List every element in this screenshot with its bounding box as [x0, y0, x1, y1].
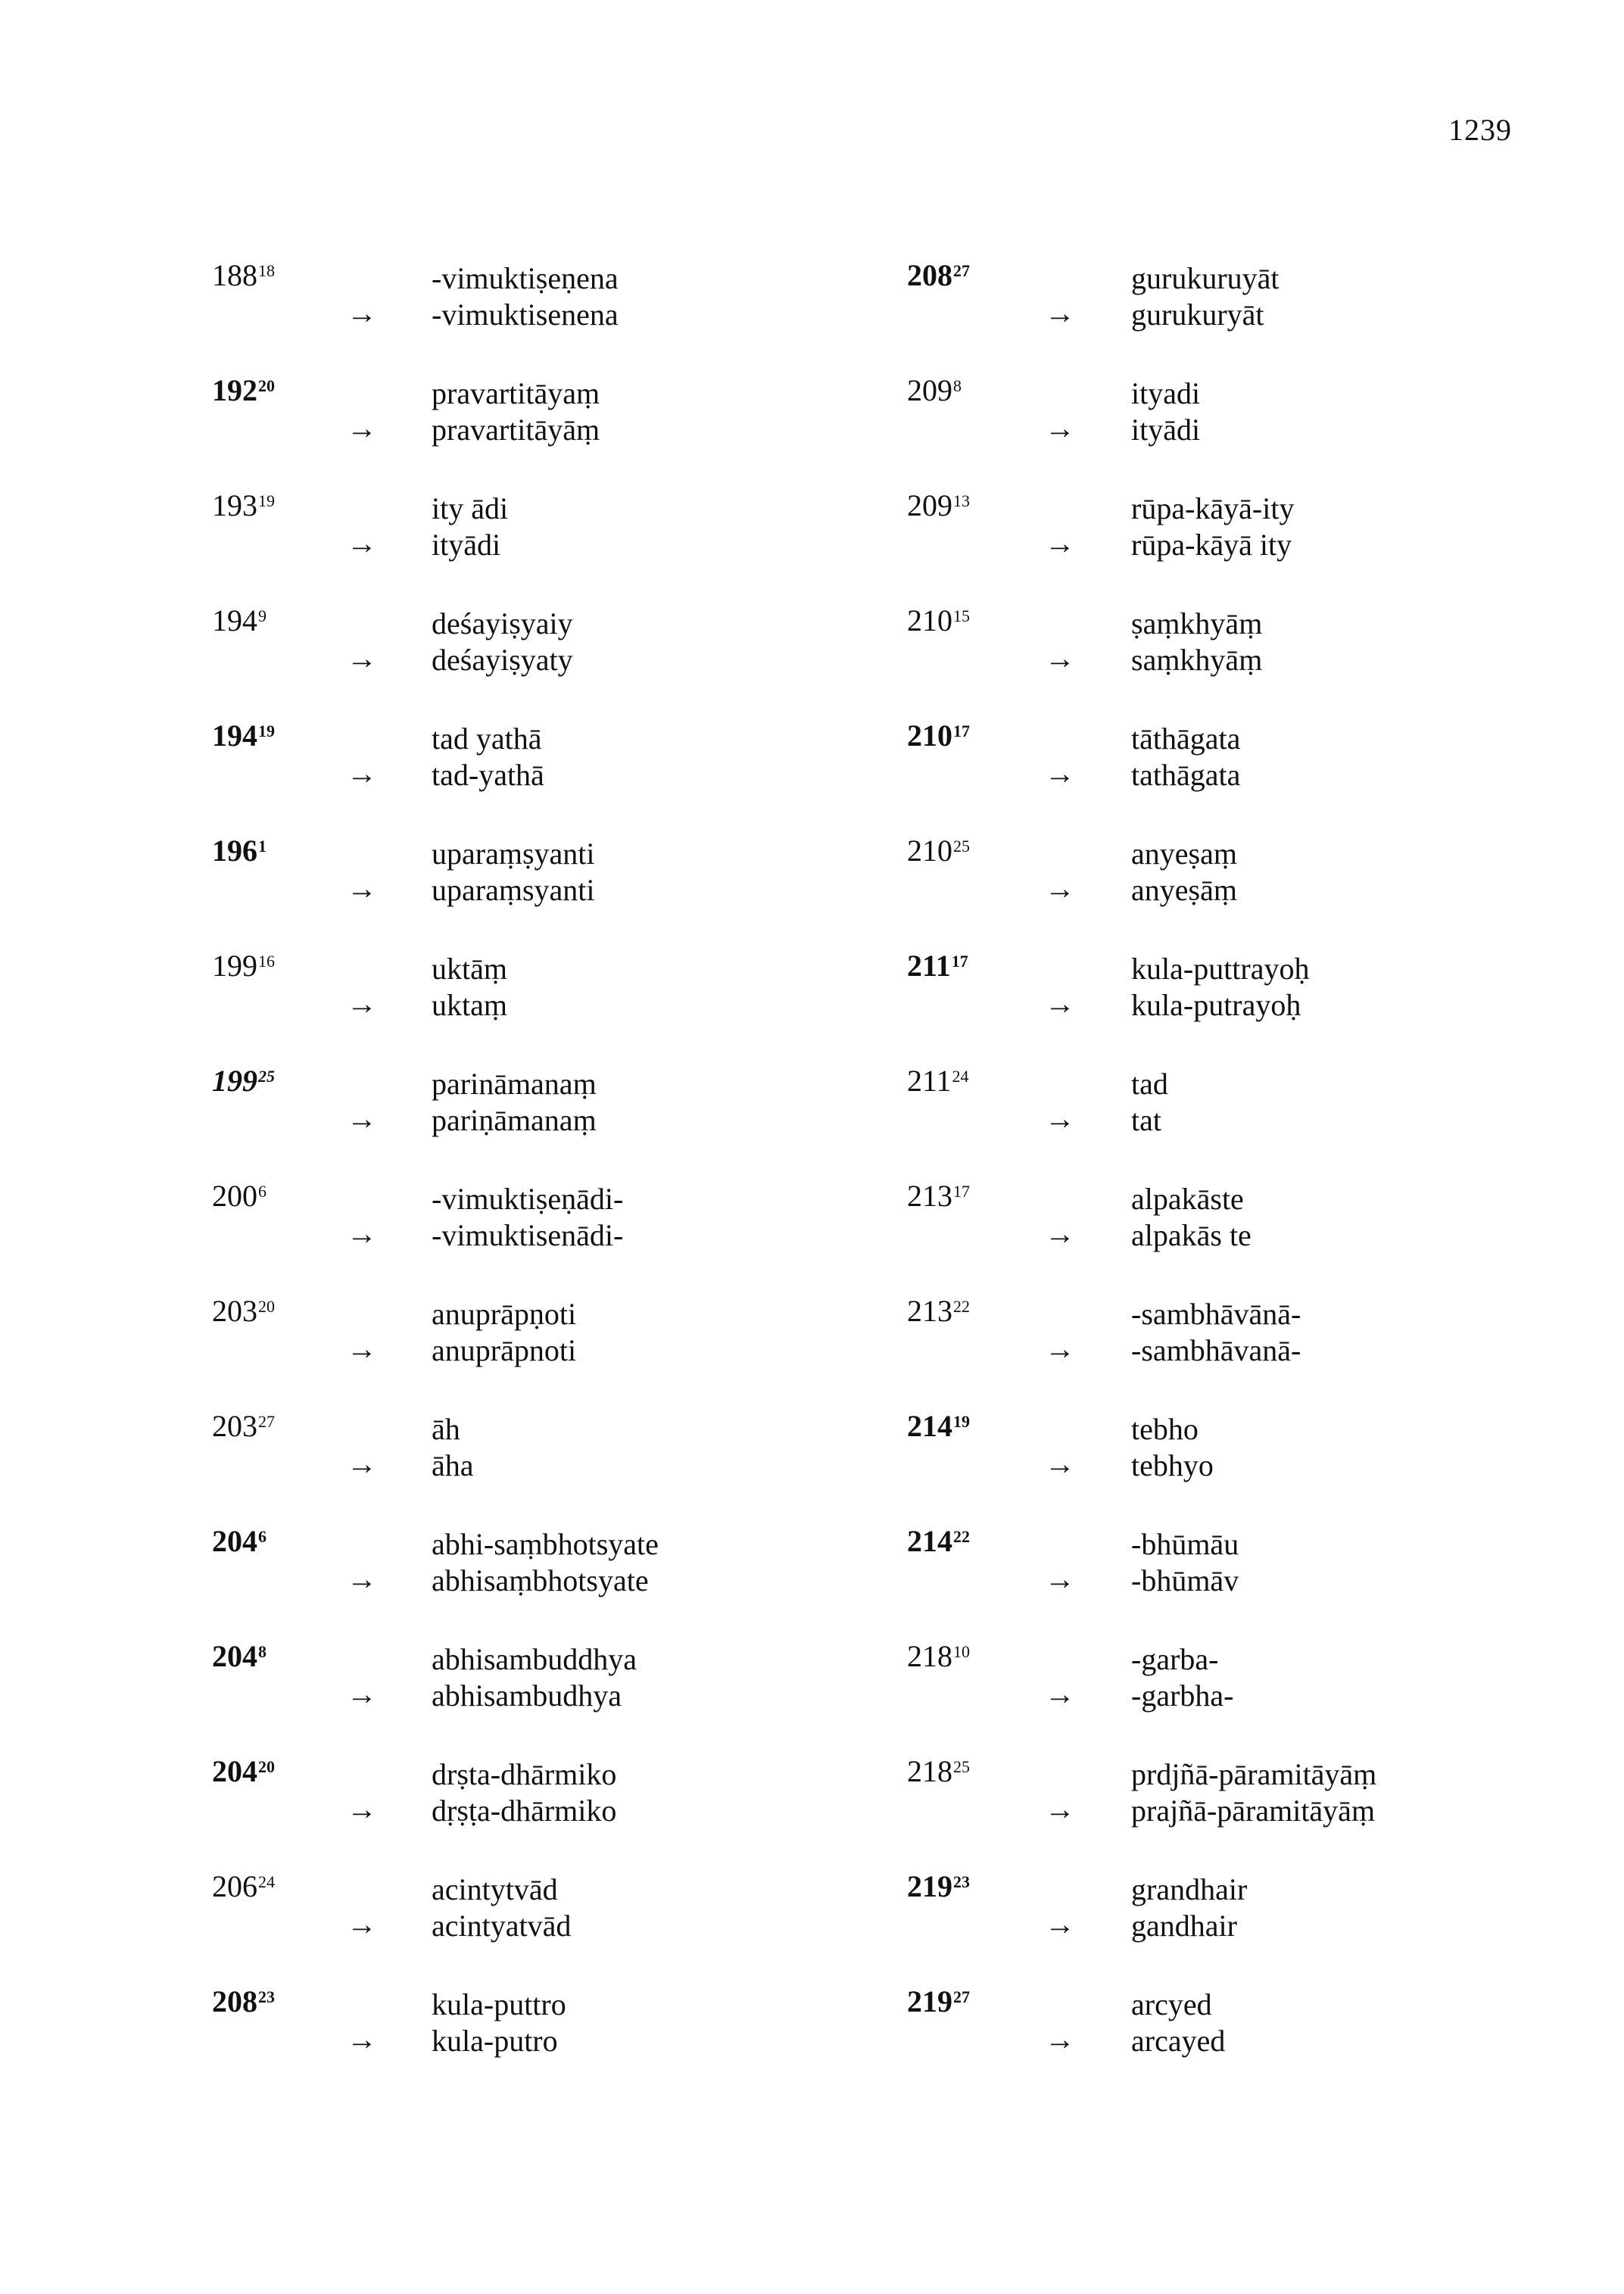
- page-reference: 193: [212, 488, 257, 522]
- original-reading: acintytvād: [432, 1872, 558, 1906]
- page-reference: 204: [212, 1524, 257, 1558]
- corrected-reading: ityādi: [1131, 413, 1201, 447]
- original-reading: uparaṃṣyanti: [432, 837, 595, 871]
- page-reference: 199: [212, 1064, 257, 1098]
- corrected-reading: -bhūmāv: [1131, 1563, 1239, 1597]
- page-reference: 219: [907, 1984, 952, 2018]
- corrected-reading: -garbha-: [1131, 1678, 1234, 1713]
- page-reference: 213: [907, 1179, 952, 1213]
- entry-reference: [907, 1638, 970, 1675]
- correction-entry: [212, 1063, 878, 1178]
- line-reference: 17: [953, 722, 970, 740]
- correction-entry: [907, 1063, 1573, 1178]
- corrected-reading: alpakās te: [1131, 1218, 1252, 1252]
- arrow-icon: →: [347, 1792, 377, 1826]
- original-reading: tāthāgata: [1131, 722, 1241, 756]
- arrow-icon: →: [1045, 2022, 1075, 2056]
- page-reference: 211: [907, 949, 951, 983]
- line-reference: 25: [953, 1757, 970, 1776]
- arrow-icon: →: [347, 641, 377, 675]
- arrow-icon: →: [1045, 1447, 1075, 1481]
- corrected-reading: pariṇāmanaṃ: [432, 1103, 597, 1137]
- arrow-icon: →: [347, 1677, 377, 1711]
- original-reading: kula-puttrayoḥ: [1131, 952, 1310, 986]
- correction-entry: [212, 372, 878, 488]
- entry-reference: [907, 948, 968, 984]
- entry-reference: [212, 1869, 275, 1905]
- correction-entry: [212, 1984, 878, 2099]
- correction-entry: [907, 1408, 1573, 1523]
- page-reference: 218: [907, 1754, 952, 1788]
- line-reference: 17: [951, 952, 968, 971]
- page-reference: 188: [212, 258, 257, 292]
- arrow-icon: →: [1045, 871, 1075, 905]
- entry-reference: [212, 1293, 275, 1329]
- original-reading: āh: [432, 1412, 460, 1446]
- entry-reference: [907, 1293, 970, 1329]
- corrected-reading: gandhair: [1131, 1909, 1237, 1943]
- correction-entry: [907, 833, 1573, 948]
- page-reference: 208: [212, 1984, 257, 2018]
- line-reference: 6: [258, 1527, 267, 1546]
- right-column: [907, 257, 1573, 2099]
- arrow-icon: →: [347, 1562, 377, 1596]
- original-reading: drṣta-dhārmiko: [432, 1757, 617, 1791]
- correction-entry: [907, 1178, 1573, 1293]
- original-reading: ityadi: [1131, 376, 1201, 410]
- line-reference: 19: [258, 491, 275, 510]
- line-reference: 6: [258, 1182, 267, 1201]
- corrected-reading: rūpa-kāyā ity: [1131, 528, 1292, 562]
- corrected-reading: -vimuktisenena: [432, 298, 619, 332]
- entry-reference: [907, 1063, 969, 1099]
- corrected-reading: tathāgata: [1131, 758, 1241, 792]
- correction-entry: [212, 718, 878, 833]
- entry-reference: [212, 948, 275, 984]
- original-reading: pravartitāyaṃ: [432, 376, 600, 410]
- line-reference: 13: [953, 491, 970, 510]
- line-reference: 18: [258, 261, 275, 280]
- correction-entry: [907, 488, 1573, 603]
- line-reference: 23: [953, 1872, 970, 1891]
- entry-reference: [907, 1408, 970, 1445]
- correction-entry: [212, 257, 878, 372]
- correction-entry: [212, 1753, 878, 1869]
- entry-reference: [212, 603, 267, 639]
- page-reference: 192: [212, 373, 257, 407]
- line-reference: 19: [258, 722, 275, 740]
- arrow-icon: →: [1045, 986, 1075, 1021]
- page-number: 1239: [1448, 113, 1512, 147]
- correction-entry: [212, 1178, 878, 1293]
- original-reading: -bhūmāu: [1131, 1527, 1239, 1561]
- line-reference: 1: [258, 837, 267, 856]
- entry-reference: [212, 1753, 275, 1790]
- page-reference: 206: [212, 1869, 257, 1903]
- correction-entry: [212, 1408, 878, 1523]
- entry-reference: [212, 1523, 267, 1560]
- arrow-icon: →: [347, 2022, 377, 2056]
- entry-reference: [907, 603, 970, 639]
- original-reading: tad yathā: [432, 722, 542, 756]
- original-reading: -vimuktiṣeṇādi-: [432, 1182, 624, 1216]
- correction-entry: [907, 372, 1573, 488]
- line-reference: 25: [953, 837, 970, 856]
- entry-reference: [907, 257, 970, 294]
- entry-reference: [212, 833, 267, 869]
- arrow-icon: →: [347, 1907, 377, 1941]
- correction-entry: [212, 1638, 878, 1753]
- page-reference: 200: [212, 1179, 257, 1213]
- line-reference: 17: [953, 1182, 970, 1201]
- arrow-icon: →: [1045, 1102, 1075, 1136]
- arrow-icon: →: [1045, 1217, 1075, 1251]
- page-reference: 218: [907, 1639, 952, 1673]
- line-reference: 20: [258, 1297, 275, 1316]
- correction-entry: [212, 1293, 878, 1408]
- correction-entry: [907, 948, 1573, 1063]
- page-reference: 214: [907, 1524, 952, 1558]
- line-reference: 22: [953, 1527, 970, 1546]
- page-reference: 208: [907, 258, 952, 292]
- line-reference: 8: [953, 376, 962, 395]
- corrected-reading: anuprāpnoti: [432, 1333, 577, 1367]
- correction-entry: [907, 1523, 1573, 1638]
- line-reference: 22: [953, 1297, 970, 1316]
- entry-reference: [212, 1178, 267, 1214]
- page-reference: 210: [907, 603, 952, 637]
- original-reading: anuprāpṇoti: [432, 1297, 577, 1331]
- corrected-reading: prajñā-pāramitāyāṃ: [1131, 1794, 1376, 1828]
- entry-reference: [907, 1869, 970, 1905]
- correction-entry: [907, 1984, 1573, 2099]
- entry-reference: [907, 833, 970, 869]
- corrected-reading: deśayiṣyaty: [432, 643, 573, 677]
- corrected-reading: uparaṃsyanti: [432, 873, 595, 907]
- corrected-reading: kula-putro: [432, 2024, 558, 2058]
- line-reference: 10: [953, 1642, 970, 1661]
- corrected-reading: tad-yathā: [432, 758, 544, 792]
- page-reference: 210: [907, 718, 952, 753]
- page-reference: 213: [907, 1294, 952, 1328]
- arrow-icon: →: [1045, 1332, 1075, 1366]
- page-reference: 196: [212, 834, 257, 868]
- line-reference: 25: [258, 1067, 275, 1086]
- original-reading: tebho: [1131, 1412, 1199, 1446]
- entry-reference: [212, 1984, 275, 2020]
- entry-reference: [907, 718, 970, 754]
- arrow-icon: →: [1045, 1792, 1075, 1826]
- original-reading: -vimuktiṣeṇena: [432, 261, 619, 295]
- original-reading: -garba-: [1131, 1642, 1219, 1676]
- corrected-reading: kula-putrayoḥ: [1131, 988, 1301, 1022]
- line-reference: 23: [258, 1987, 275, 2006]
- corrected-reading: gurukuryāt: [1131, 298, 1264, 332]
- page-reference: 204: [212, 1754, 257, 1788]
- correction-entry: [212, 603, 878, 718]
- arrow-icon: →: [347, 1102, 377, 1136]
- page-reference: 194: [212, 603, 257, 637]
- line-reference: 24: [952, 1067, 969, 1086]
- arrow-icon: →: [347, 756, 377, 790]
- page-reference: 219: [907, 1869, 952, 1903]
- original-reading: uktāṃ: [432, 952, 507, 986]
- entry-reference: [907, 488, 970, 524]
- correction-entry: [907, 1638, 1573, 1753]
- line-reference: 24: [258, 1872, 275, 1891]
- corrected-reading: abhisaṃbhotsyate: [432, 1563, 649, 1597]
- entry-reference: [907, 372, 962, 409]
- original-reading: parināmanaṃ: [432, 1067, 597, 1101]
- arrow-icon: →: [1045, 1907, 1075, 1941]
- page-reference: 210: [907, 834, 952, 868]
- line-reference: 9: [258, 606, 267, 625]
- arrow-icon: →: [1045, 1562, 1075, 1596]
- corrected-reading: saṃkhyāṃ: [1131, 643, 1263, 677]
- original-reading: kula-puttro: [432, 1987, 566, 2021]
- line-reference: 16: [258, 952, 275, 971]
- line-reference: 27: [953, 261, 970, 280]
- correction-entry: [907, 1869, 1573, 1984]
- original-reading: arcyed: [1131, 1987, 1212, 2021]
- original-reading: -sambhāvānā-: [1131, 1297, 1301, 1331]
- corrected-reading: dṛṣṭa-dhārmiko: [432, 1794, 617, 1828]
- arrow-icon: →: [1045, 641, 1075, 675]
- page-reference: 203: [212, 1294, 257, 1328]
- page-reference: 211: [907, 1064, 952, 1098]
- entry-reference: [212, 1638, 267, 1675]
- line-reference: 19: [953, 1412, 970, 1431]
- entry-reference: [212, 257, 275, 294]
- corrected-reading: arcayed: [1131, 2024, 1226, 2058]
- correction-entry: [907, 1293, 1573, 1408]
- arrow-icon: →: [347, 411, 377, 445]
- entry-reference: [212, 1408, 275, 1445]
- arrow-icon: →: [347, 526, 377, 560]
- correction-entry: [907, 718, 1573, 833]
- original-reading: alpakāste: [1131, 1182, 1244, 1216]
- arrow-icon: →: [1045, 756, 1075, 790]
- line-reference: 15: [953, 606, 970, 625]
- correction-entry: [212, 833, 878, 948]
- original-reading: abhisambuddhya: [432, 1642, 637, 1676]
- arrow-icon: →: [347, 1332, 377, 1366]
- arrow-icon: →: [347, 871, 377, 905]
- original-reading: tad: [1131, 1067, 1168, 1101]
- original-reading: anyeṣaṃ: [1131, 837, 1237, 871]
- corrected-reading: ityādi: [432, 528, 501, 562]
- entry-reference: [212, 488, 275, 524]
- corrected-reading: pravartitāyāṃ: [432, 413, 600, 447]
- corrected-reading: tebhyo: [1131, 1448, 1214, 1482]
- correction-entry: [212, 948, 878, 1063]
- original-reading: rūpa-kāyā-ity: [1131, 491, 1295, 525]
- arrow-icon: →: [1045, 296, 1075, 330]
- line-reference: 20: [258, 376, 275, 395]
- page-reference: 209: [907, 488, 952, 522]
- corrected-reading: tat: [1131, 1103, 1161, 1137]
- page-reference: 209: [907, 373, 952, 407]
- page-reference: 204: [212, 1639, 257, 1673]
- original-reading: ity ādi: [432, 491, 509, 525]
- arrow-icon: →: [1045, 1677, 1075, 1711]
- page-reference: 194: [212, 718, 257, 753]
- entry-reference: [212, 1063, 275, 1099]
- arrow-icon: →: [347, 1447, 377, 1481]
- corrected-reading: acintyatvād: [432, 1909, 572, 1943]
- original-reading: grandhair: [1131, 1872, 1248, 1906]
- corrected-reading: anyeṣāṃ: [1131, 873, 1237, 907]
- line-reference: 20: [258, 1757, 275, 1776]
- correction-entry: [907, 257, 1573, 372]
- original-reading: abhi-saṃbhotsyate: [432, 1527, 659, 1561]
- corrected-reading: abhisambudhya: [432, 1678, 622, 1713]
- page-reference: 214: [907, 1409, 952, 1443]
- entry-reference: [212, 718, 275, 754]
- page-reference: 199: [212, 949, 257, 983]
- correction-entry: [907, 603, 1573, 718]
- arrow-icon: →: [347, 986, 377, 1021]
- arrow-icon: →: [1045, 411, 1075, 445]
- correction-entry: [212, 1523, 878, 1638]
- entry-reference: [212, 372, 275, 409]
- arrow-icon: →: [1045, 526, 1075, 560]
- correction-entry: [212, 1869, 878, 1984]
- corrected-reading: uktaṃ: [432, 988, 507, 1022]
- original-reading: deśayiṣyaiy: [432, 606, 573, 641]
- line-reference: 27: [953, 1987, 970, 2006]
- arrow-icon: →: [347, 1217, 377, 1251]
- corrected-reading: -vimuktisenādi-: [432, 1218, 624, 1252]
- arrow-icon: →: [347, 296, 377, 330]
- correction-entry: [212, 488, 878, 603]
- corrected-reading: -sambhāvanā-: [1131, 1333, 1301, 1367]
- page-reference: 203: [212, 1409, 257, 1443]
- entry-reference: [907, 1523, 970, 1560]
- corrected-reading: āha: [432, 1448, 474, 1482]
- entry-reference: [907, 1984, 970, 2020]
- left-column: [212, 257, 878, 2099]
- correction-entry: [907, 1753, 1573, 1869]
- line-reference: 27: [258, 1412, 275, 1431]
- entry-reference: [907, 1178, 970, 1214]
- original-reading: gurukuruyāt: [1131, 261, 1280, 295]
- entry-reference: [907, 1753, 970, 1790]
- original-reading: ṣaṃkhyāṃ: [1131, 606, 1263, 641]
- line-reference: 8: [258, 1642, 267, 1661]
- original-reading: prdjñā-pāramitāyāṃ: [1131, 1757, 1377, 1791]
